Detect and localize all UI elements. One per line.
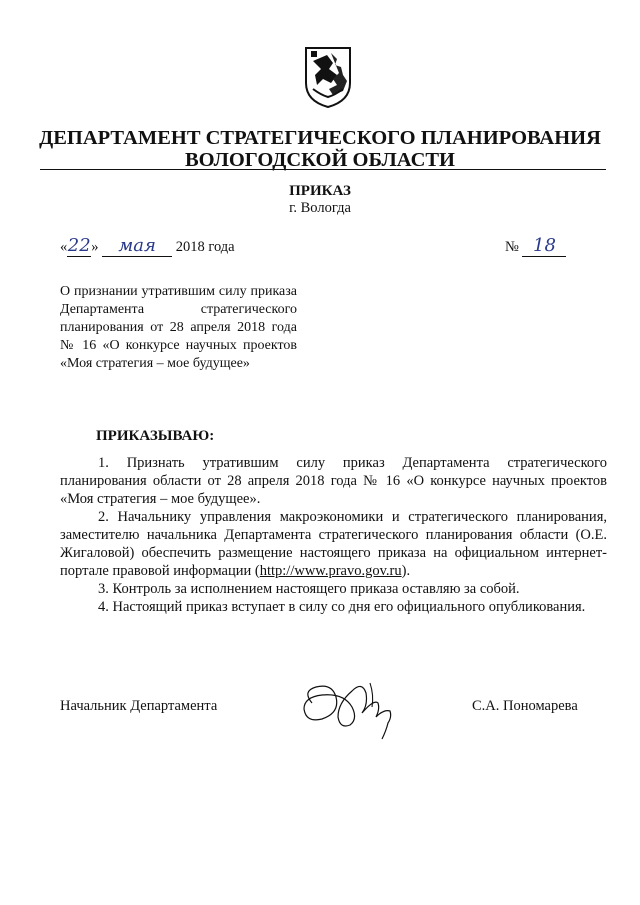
signer-name: С.А. Пономарева — [472, 698, 578, 714]
signer-position: Начальник Департамента — [60, 698, 218, 714]
city: г. Вологда — [289, 200, 351, 216]
organization-title-line1: ДЕПАРТАМЕНТ СТРАТЕГИЧЕСКОГО ПЛАНИРОВАНИЯ — [39, 127, 601, 149]
order-item-1: 1. Признать утратившим силу приказ Департамента стратегического планирования области от 28 апреля 2018 года № 16 «О конкурсе научных проектов «Моя стратегия – мое будущее». — [60, 455, 607, 507]
date-open-quote: « — [60, 239, 68, 255]
order-item-2-text: 2. Начальнику управления макроэкономики и стратегического планирования, заместителю начальника Департамента стратегического планирования области (О.Е. Жигаловой) обеспечить размещение настоящего приказа на официальном интернет-портале правовой информации ( — [60, 509, 607, 579]
order-item-4: 4. Настоящий приказ вступает в силу со дня его официального опубликования. — [98, 599, 586, 615]
date-month: мая — [118, 235, 156, 256]
order-item-2 — [60, 508, 607, 580]
number-field — [522, 235, 566, 257]
document-number: 18 — [533, 235, 556, 256]
date-day-field — [67, 235, 91, 257]
order-item-3: 3. Контроль за исполнением настоящего приказа оставляю за собой. — [98, 581, 520, 597]
document-subject: О признании утратившим силу приказа Департамента стратегического планирования от 28 апреля 2018 года № 16 «О конкурсе научных проектов «Моя стратегия – мое будущее» — [60, 284, 297, 371]
handwritten-signature — [292, 673, 412, 743]
date-line — [60, 235, 320, 257]
date-day: 22 — [67, 235, 91, 256]
document-type: ПРИКАЗ — [289, 183, 351, 199]
number-prefix: № — [505, 239, 519, 255]
organization-title-line2: ВОЛОГОДСКОЙ ОБЛАСТИ — [184, 149, 456, 171]
date-month-field — [102, 235, 172, 257]
order-item-2-tail: ). — [401, 563, 411, 579]
order-word: ПРИКАЗЫВАЮ: — [96, 428, 215, 444]
number-line — [505, 235, 575, 257]
date-close-quote: » — [91, 239, 99, 255]
coat-of-arms-icon — [303, 45, 353, 109]
pravo-link[interactable]: http://www.pravo.gov.ru — [259, 563, 402, 579]
header-divider — [40, 169, 606, 170]
date-year: 2018 года — [175, 239, 235, 255]
order-body — [60, 454, 607, 616]
